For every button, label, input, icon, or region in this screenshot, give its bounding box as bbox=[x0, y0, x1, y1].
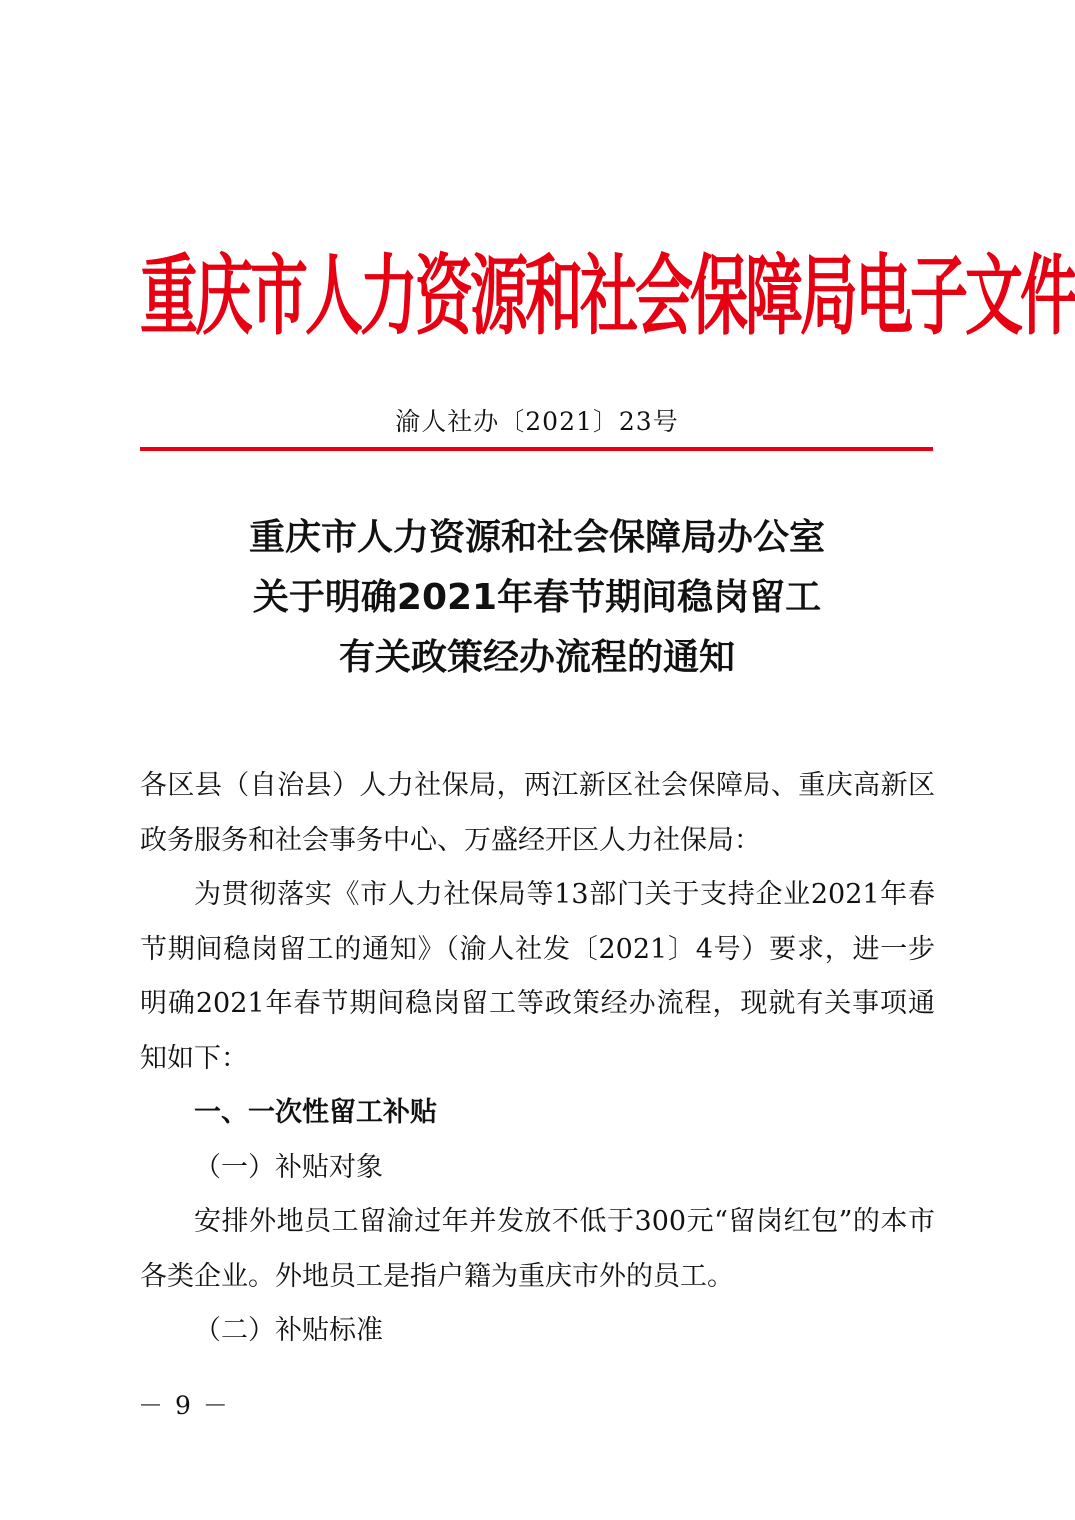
title-line-3: 有关政策经办流程的通知 bbox=[338, 637, 735, 678]
intro-paragraph: 为贯彻落实《市人力社保局等13部门关于支持企业2021年春节期间稳岗留工的通知》（渝人社发〔2021〕4号）要求，进一步明确2021年春节期间稳岗留工等政策经办流程，现就有关事项通知如下： bbox=[140, 879, 935, 1074]
masthead-text: 重庆市人力资源和社会保障局电子文件 bbox=[140, 245, 1075, 347]
subsection-heading-2: （二）补贴标准 bbox=[194, 1315, 383, 1346]
document-number: 渝人社办〔2021〕23号 bbox=[395, 407, 679, 436]
page-number: － 9 － bbox=[138, 1391, 230, 1420]
document-masthead bbox=[140, 236, 1075, 356]
document-body bbox=[140, 759, 935, 1359]
subsection-paragraph-1: 安排外地员工留渝过年并发放不低于300元“留岗红包”的本市各类企业。外地员工是指户籍为重庆市外的员工。 bbox=[140, 1206, 935, 1292]
title-line-1: 重庆市人力资源和社会保障局办公室 bbox=[248, 517, 825, 558]
section-heading-1: 一、一次性留工补贴 bbox=[194, 1097, 437, 1128]
red-divider-line bbox=[140, 447, 933, 451]
document-title bbox=[0, 508, 1074, 688]
subsection-heading-1: （一）补贴对象 bbox=[194, 1151, 383, 1183]
title-line-2: 关于明确2021年春节期间稳岗留工 bbox=[252, 577, 822, 618]
addressee-paragraph: 各区县（自治县）人力社保局，两江新区社会保障局、重庆高新区政务服务和社会事务中心、万盛经开区人力社保局： bbox=[140, 770, 935, 856]
